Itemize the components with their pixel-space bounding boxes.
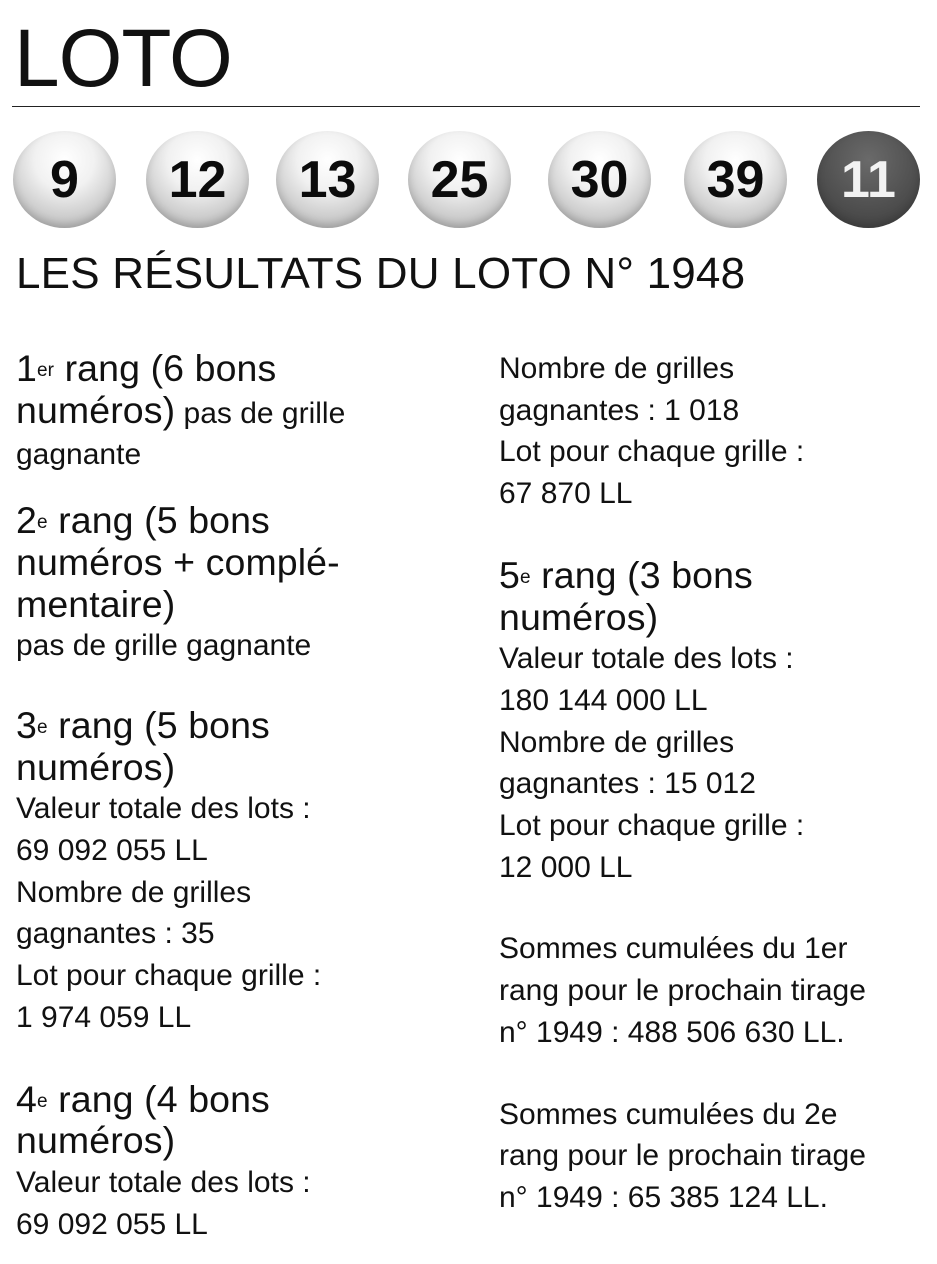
cumul-first-line-2: rang pour le prochain tirage xyxy=(499,974,866,1008)
rank-4-heading: 4e rang (4 bons xyxy=(16,1077,270,1120)
cumul-second-line-3: n° 1949 : 65 385 124 LL. xyxy=(499,1180,828,1214)
rank-3-count-value: gagnantes : 35 xyxy=(16,917,215,951)
rank-1-heading: 1er rang (6 bons xyxy=(16,347,277,389)
rank-5-heading-cont: numéros) xyxy=(499,595,659,638)
rank-2-heading-cont: numéros + complé- xyxy=(16,540,340,583)
rank-4-heading-cont: numéros) xyxy=(16,1119,176,1162)
rank-2-heading: 2e rang (5 bons xyxy=(16,499,270,542)
page-title: LOTO xyxy=(14,13,232,104)
bonus-ball: 11 xyxy=(817,131,920,228)
rank-3-block xyxy=(16,705,476,1039)
rank-5-total-label: Valeur totale des lots : xyxy=(499,642,794,676)
cumul-second-rank xyxy=(499,1094,931,1219)
rank-4-total-label: Valeur totale des lots : xyxy=(16,1165,311,1199)
rank-4-total-value: 69 092 055 LL xyxy=(16,1207,208,1241)
cumul-second-line-1: Sommes cumulées du 2e xyxy=(499,1097,838,1131)
rank-5-block xyxy=(499,555,931,889)
rank-4-block-cont xyxy=(499,348,931,515)
rank-4-count-label: Nombre de grilles xyxy=(499,352,735,385)
rank-4-block xyxy=(16,1079,476,1246)
rank-2-heading-end: mentaire) xyxy=(16,582,176,625)
rank-3-total-value: 69 092 055 LL xyxy=(16,834,208,868)
rank-3-lot-label: Lot pour chaque grille : xyxy=(16,959,322,993)
rank-5-heading: 5e rang (3 bons xyxy=(499,553,753,596)
ball-5: 30 xyxy=(548,131,651,228)
results-subtitle: LES RÉSULTATS DU LOTO N° 1948 xyxy=(16,249,746,298)
results-left-column xyxy=(16,348,476,1245)
rank-3-count-label: Nombre de grilles xyxy=(16,875,252,909)
cumul-first-line-1: Sommes cumulées du 1er xyxy=(499,932,848,966)
cumul-first-line-3: n° 1949 : 488 506 630 LL. xyxy=(499,1015,845,1049)
cumul-first-rank xyxy=(499,928,931,1053)
rank-5-count-label: Nombre de grilles xyxy=(499,725,735,759)
rank-5-total-value: 180 144 000 LL xyxy=(499,683,708,717)
ball-3: 13 xyxy=(276,131,379,228)
rank-3-heading-cont: numéros) xyxy=(16,745,176,788)
rank-4-lot-label: Lot pour chaque grille : xyxy=(499,435,805,469)
rank-5-lot-label: Lot pour chaque grille : xyxy=(499,809,805,843)
rank-4-count-value: gagnantes : 1 018 xyxy=(499,393,740,427)
ball-6: 39 xyxy=(684,131,787,228)
rank-1-heading-cont: numéros) xyxy=(16,388,176,431)
rank-4-lot-value: 67 870 LL xyxy=(499,477,633,511)
rank-3-lot-value: 1 974 059 LL xyxy=(16,1000,192,1034)
cumul-second-line-2: rang pour le prochain tirage xyxy=(499,1139,866,1173)
rank-5-lot-value: 12 000 LL xyxy=(499,850,633,884)
rank-3-heading: 3e rang (5 bons xyxy=(16,703,270,746)
rank-3-total-label: Valeur totale des lots : xyxy=(16,792,311,826)
rank-5-count-value: gagnantes : 15 012 xyxy=(499,767,756,801)
rank-1-note-cont: gagnante xyxy=(16,438,142,472)
title-divider xyxy=(12,106,920,107)
ball-4: 25 xyxy=(408,131,511,228)
rank-1-note: pas de grille xyxy=(175,396,346,430)
rank-2-block xyxy=(16,500,476,667)
ball-1: 9 xyxy=(13,131,116,228)
rank-2-note: pas de grille gagnante xyxy=(16,629,312,663)
results-right-column xyxy=(499,348,931,1219)
rank-1-block xyxy=(16,348,476,476)
ball-2: 12 xyxy=(146,131,249,228)
